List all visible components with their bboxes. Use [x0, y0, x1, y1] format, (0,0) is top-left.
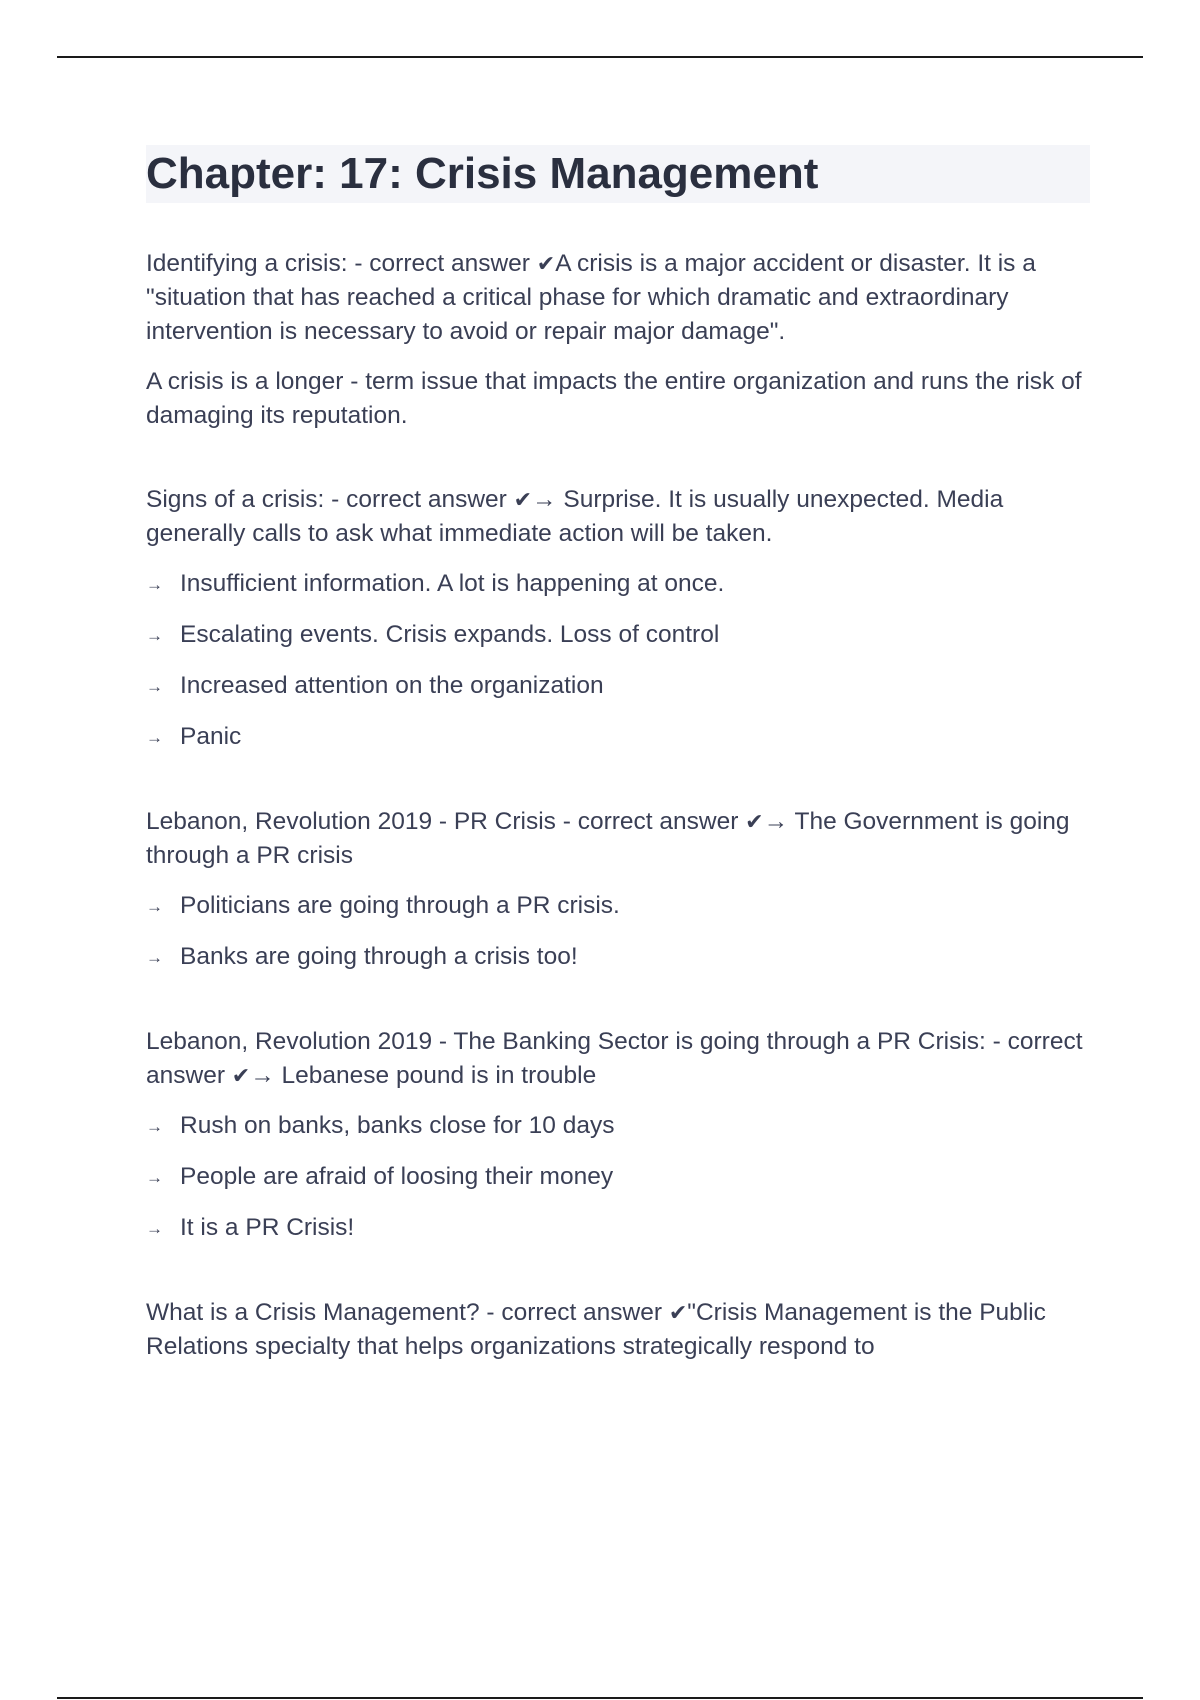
- answer-text: A crisis is a major accident or disaster. It is a "situation that has reached a critical phase for which dramatic and extraordinary intervention is necessary to avoid or repair major damage".: [146, 250, 1036, 345]
- answer-text: "Crisis Management is the Public Relations specialty that helps organizations strategically respond to: [146, 1299, 1046, 1360]
- qa-entry: [146, 247, 1090, 433]
- top-rule: [57, 56, 1143, 58]
- list-item-text: Increased attention on the organization: [180, 672, 604, 699]
- arrow-icon: →: [146, 897, 163, 916]
- check-icon: ✔: [745, 809, 764, 834]
- arrow-icon: →: [146, 1117, 163, 1136]
- qa-entry: [146, 805, 1090, 975]
- spacer: [146, 449, 1090, 483]
- list-item: [146, 1109, 1090, 1144]
- list-item: [146, 618, 1090, 653]
- check-icon: ✔: [536, 251, 556, 276]
- question-text: Signs of a crisis: - correct answer: [146, 486, 514, 513]
- list-item: [146, 720, 1090, 755]
- list-item-text: Banks are going through a crisis too!: [180, 943, 578, 970]
- spacer: [146, 991, 1090, 1025]
- arrow-icon: →: [146, 1219, 163, 1238]
- list-item-text: Escalating events. Crisis expands. Loss of control: [180, 621, 720, 648]
- list-item-text: Insufficient information. A lot is happening at once.: [180, 570, 725, 597]
- list-item-text: It is a PR Crisis!: [180, 1214, 355, 1241]
- spacer: [146, 1262, 1090, 1296]
- answer-text: → Surprise. It is usually unexpected. Media generally calls to ask what immediate action will be taken.: [146, 486, 1004, 547]
- list-item: [146, 1211, 1090, 1246]
- document-body: [146, 145, 1090, 1380]
- bottom-rule: [57, 1697, 1143, 1699]
- check-icon: ✔: [231, 1063, 251, 1088]
- qa-entry: [146, 1025, 1090, 1246]
- extra-paragraph: A crisis is a longer - term issue that impacts the entire organization and runs the risk of damaging its reputation.: [146, 368, 1082, 429]
- question-text: What is a Crisis Management? - correct answer: [146, 1299, 669, 1326]
- list-item: [146, 1160, 1090, 1195]
- list-item-text: Panic: [180, 723, 242, 750]
- page-title: Chapter: 17: Crisis Management: [146, 149, 819, 198]
- list-item: [146, 940, 1090, 975]
- question-text: Lebanon, Revolution 2019 - The Banking Sector is going through a PR Crisis: - correct answer: [146, 1028, 1083, 1089]
- arrow-icon: →: [146, 575, 163, 594]
- check-icon: ✔: [668, 1300, 688, 1325]
- list-item: [146, 889, 1090, 924]
- question-text: Identifying a crisis: - correct answer: [146, 250, 537, 277]
- arrow-icon: →: [146, 1168, 163, 1187]
- qa-paragraph: [146, 483, 1090, 551]
- list-item: [146, 567, 1090, 602]
- question-text: Lebanon, Revolution 2019 - PR Crisis - correct answer: [146, 808, 746, 835]
- answer-text: → The Government is going through a PR crisis: [146, 808, 1070, 869]
- title-band: [146, 145, 1090, 203]
- arrow-icon: →: [146, 728, 163, 747]
- qa-paragraph: [146, 1025, 1090, 1093]
- qa-entry: [146, 1296, 1090, 1364]
- arrow-icon: →: [146, 677, 163, 696]
- spacer: [146, 771, 1090, 805]
- arrow-icon: →: [146, 948, 163, 967]
- list-item-text: Rush on banks, banks close for 10 days: [180, 1112, 615, 1139]
- list-item-text: Politicians are going through a PR crisis.: [180, 892, 620, 919]
- check-icon: ✔: [513, 487, 533, 512]
- qa-paragraph: [146, 1296, 1090, 1364]
- qa-paragraph: [146, 805, 1090, 873]
- list-item-text: People are afraid of loosing their money: [180, 1163, 614, 1190]
- answer-text: → Lebanese pound is in trouble: [250, 1062, 597, 1089]
- list-item: [146, 669, 1090, 704]
- arrow-icon: →: [146, 626, 163, 645]
- qa-paragraph: [146, 247, 1090, 349]
- qa-entry: [146, 483, 1090, 755]
